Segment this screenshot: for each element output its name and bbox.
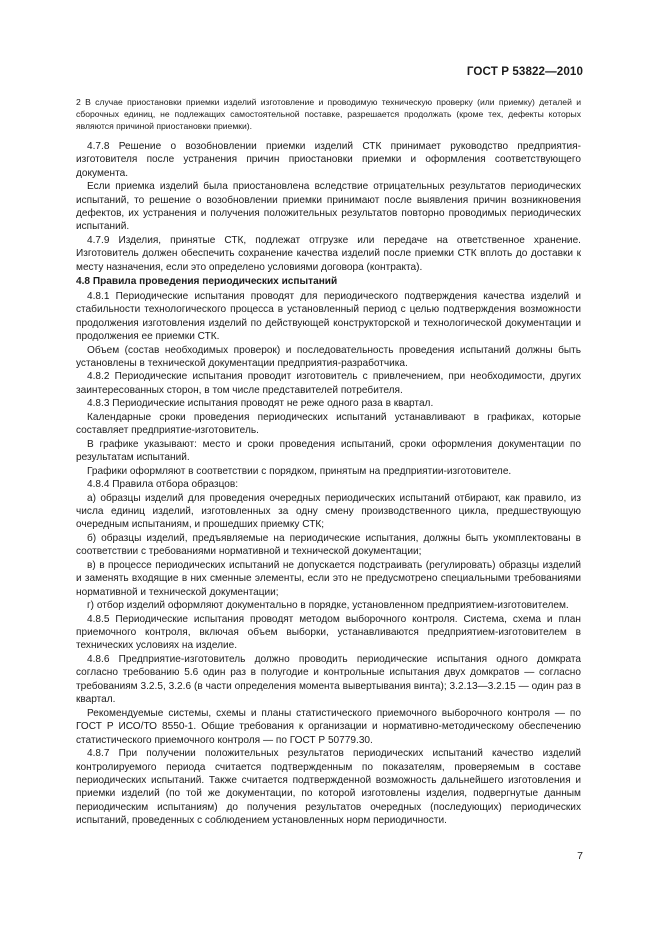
page-number: 7: [577, 850, 583, 862]
clause-4-7-9: 4.7.9 Изделия, принятые СТК, подлежат отгрузке или передаче на ответственное хранение. Изготовитель должен обеспечить сохранение качества изделий после приемки СТК вплоть до доставки к месту назначения, если это определено условиями договора (контракта).: [76, 234, 581, 273]
clause-4-8-1-continued: Объем (состав необходимых проверок) и последовательность проведения испытаний должны быть установлены в технической документации предприятия-разработчика.: [76, 344, 581, 369]
section-4-8-heading: 4.8 Правила проведения периодических испытаний: [76, 276, 338, 288]
clause-4-8-1: 4.8.1 Периодические испытания проводят для периодического подтверждения качества изделий и стабильности технологического процесса в установленный период с целью подтверждения возможности продолжения изготовления изделий по действующей конструкторской и технологической документации и продолжения ее приемки СТК.: [76, 290, 581, 343]
clause-4-8-4-item-d: г) отбор изделий оформляют документально в порядке, установленном предприятием-изготовителем.: [87, 600, 569, 612]
clause-4-8-6-recommendations: Рекомендуемые системы, схемы и планы статистического приемочного выборочного контроля — по ГОСТ Р ИСО/ТО 8550-1. Общие требования к организации и нормативно-методическому обеспечению статистического приемочного контроля — по ГОСТ Р 50779.30.: [76, 707, 581, 746]
clause-4-8-7: 4.8.7 При получении положительных результатов периодических испытаний качество изделий контролируемого периода считается подтвержденным по показателям, проверяемым в составе периодических испытаний. Также считается подтвержденной возможность дальнейшего изготовления и приемки изделий (по той же документации, по которой изготовлены изделия, подвергнутые данным периодическим испытаниям) до получения результатов очередных (последующих) периодических испытаний, проведенных с соблюдением установленных норм периодичности.: [76, 748, 581, 827]
note-2: 2 В случае приостановки приемки изделий изготовление и проводимую техническую проверку (или приемку) деталей и сборочных единиц, не подлежащих самостоятельной поставке, разрешается продолжать (кроме тех, дефекты которых являются причиной приостановки приемки).: [76, 97, 581, 131]
clause-4-8-3-schedule-format: Графики оформляют в соответствии с порядком, принятым на предприятии-изготовителе.: [87, 465, 512, 477]
clause-4-8-3: 4.8.3 Периодические испытания проводят не реже одного раза в квартал.: [87, 398, 434, 410]
clause-4-8-4-item-b: б) образцы изделий, предъявляемые на периодические испытания, должны быть укомплектованы в соответствии с требованиями нормативной и технической документации;: [76, 532, 581, 558]
clause-4-8-2: 4.8.2 Периодические испытания проводит изготовитель с привлечением, при необходимости, других заинтересованных сторон, в том числе представителей потребителя.: [76, 371, 581, 396]
clause-4-8-3-schedules: Календарные сроки проведения периодических испытаний устанавливают в графиках, которые составляет предприятие-изготовитель.: [76, 411, 581, 437]
clause-4-8-4-item-c: в) в процессе периодических испытаний не допускается подстраивать (регулировать) образцы изделий и заменять входящие в них сменные элементы, если это не предусмотрено специальными требованиями нормативной и технической документации;: [76, 559, 581, 598]
document-body: [76, 97, 581, 828]
clause-4-7-8: 4.7.8 Решение о возобновлении приемки изделий СТК принимает руководство предприятия-изготовителя после устранения причин приостановки приемки и оформления соответствующего документа.: [76, 140, 581, 179]
clause-4-8-6: 4.8.6 Предприятие-изготовитель должно проводить периодические испытания одного домкрата согласно требованию 5.6 один раз в полугодие и контрольные испытания двух домкратов — согласно требованиям 3.2.5, 3.2.6 (в части определения момента вывертывания винта); 3.2.13—3.2.15 — один раз в квартал.: [76, 653, 581, 706]
clause-4-8-3-schedule-content: В графике указывают: место и сроки проведения испытаний, сроки оформления документации по результатам испытаний.: [76, 438, 581, 464]
document-id-header: ГОСТ Р 53822—2010: [466, 65, 583, 78]
clause-4-8-4-item-a: а) образцы изделий для проведения очередных периодических испытаний отбирают, как правило, из числа единиц изделий, изготовленных за одну смену производственного цикла, предшествующую очередным испытаниям, и прошедших приемку СТК;: [76, 492, 581, 531]
clause-4-8-5: 4.8.5 Периодические испытания проводят методом выборочного контроля. Система, схема и план приемочного контроля, включая объем выборки, устанавливаются предприятием-изготовителем в технических условиях на изделие.: [76, 613, 581, 652]
clause-4-8-4: 4.8.4 Правила отбора образцов:: [87, 479, 239, 491]
clause-4-7-8-continued: Если приемка изделий была приостановлена вследствие отрицательных результатов периодических испытаний, то решение о возобновлении приемки принимают после выявления причин возникновения дефектов, их устранения и получения положительных результатов повторно проводимых периодических испытаний.: [76, 181, 581, 233]
